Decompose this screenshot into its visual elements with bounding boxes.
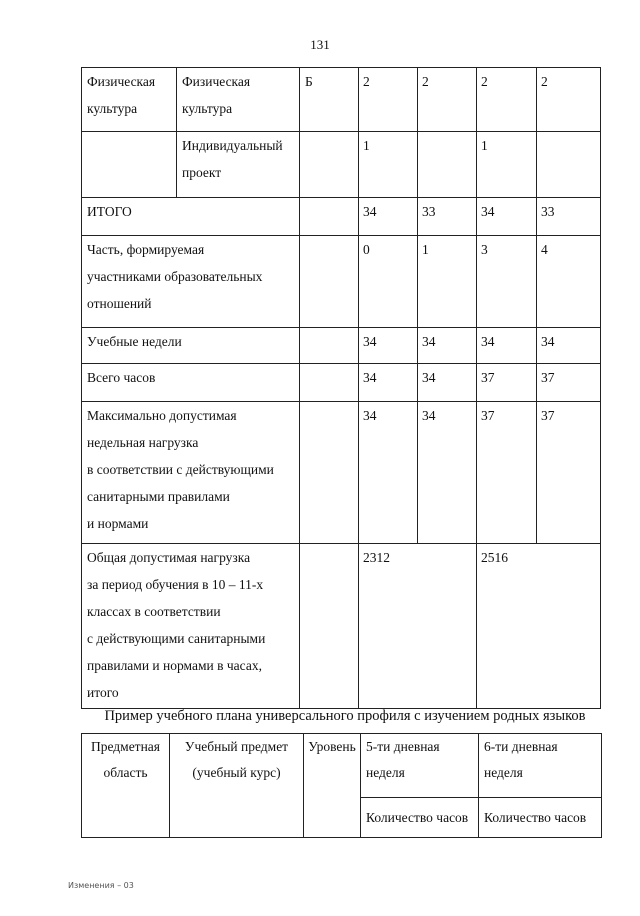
table-row	[82, 68, 601, 132]
hours-cell: 37	[477, 364, 537, 402]
hours-cell: 34	[477, 198, 537, 236]
hours-cell: 1	[418, 236, 477, 328]
table-row	[82, 328, 601, 364]
hours-cell: 2	[477, 68, 537, 132]
level-cell	[300, 364, 359, 402]
table-caption: Пример учебного плана универсального профиля с изучением родных языков	[104, 708, 586, 724]
table-row	[82, 132, 601, 198]
hours-cell: 34	[359, 328, 418, 364]
row-label-cell: Учебные недели	[82, 328, 300, 364]
header-cell-5-day-week: 5-ти дневная неделя	[361, 734, 479, 798]
total-hours-cell: 2516	[477, 544, 601, 709]
hours-cell: 34	[359, 402, 418, 544]
row-label-cell: Общая допустимая нагрузка за период обучения в 10 – 11-х классах в соответствии с действующими санитарными правилами и нормами в часах, итого	[82, 544, 300, 709]
subject-cell: Физическая культура	[177, 68, 300, 132]
hours-cell: 37	[477, 402, 537, 544]
level-cell	[300, 236, 359, 328]
hours-cell: 2	[359, 68, 418, 132]
total-hours-cell: 2312	[359, 544, 477, 709]
hours-cell: 34	[359, 198, 418, 236]
subject-area-cell: Физическая культура	[82, 68, 177, 132]
header-cell-hours-6: Количество часов	[479, 798, 602, 838]
hours-cell: 3	[477, 236, 537, 328]
level-cell	[300, 198, 359, 236]
page-number: 131	[310, 37, 330, 52]
table-row	[82, 364, 601, 402]
hours-cell: 34	[418, 328, 477, 364]
row-label-cell: Максимально допустимая недельная нагрузка в соответствии с действующими санитарными правилами и нормами	[82, 402, 300, 544]
hours-cell: 34	[477, 328, 537, 364]
hours-cell: 1	[477, 132, 537, 198]
level-cell	[300, 402, 359, 544]
table-row	[82, 402, 601, 544]
hours-cell: 34	[537, 328, 601, 364]
level-cell	[300, 132, 359, 198]
table-row	[82, 734, 602, 798]
header-cell-level: Уровень	[304, 734, 361, 838]
table-row	[82, 236, 601, 328]
row-label-cell: Всего часов	[82, 364, 300, 402]
hours-cell	[418, 132, 477, 198]
header-cell-area: Предметная область	[82, 734, 170, 838]
row-label-cell: Часть, формируемая участниками образовательных отношений	[82, 236, 300, 328]
level-cell	[300, 544, 359, 709]
hours-cell: 34	[359, 364, 418, 402]
hours-cell: 33	[418, 198, 477, 236]
subject-area-cell	[82, 132, 177, 198]
header-cell-6-day-week: 6-ти дневная неделя	[479, 734, 602, 798]
hours-cell: 37	[537, 402, 601, 544]
hours-cell	[537, 132, 601, 198]
subject-cell: Индивидуальный проект	[177, 132, 300, 198]
hours-cell: 33	[537, 198, 601, 236]
hours-cell: 2	[418, 68, 477, 132]
hours-cell: 1	[359, 132, 418, 198]
hours-cell: 0	[359, 236, 418, 328]
curriculum-table	[81, 67, 601, 709]
hours-cell: 34	[418, 364, 477, 402]
level-cell	[300, 328, 359, 364]
table-row	[82, 198, 601, 236]
header-cell-subject: Учебный предмет (учебный курс)	[170, 734, 304, 838]
row-label-cell: ИТОГО	[82, 198, 300, 236]
hours-cell: 2	[537, 68, 601, 132]
plan-header-table	[81, 733, 602, 838]
hours-cell: 4	[537, 236, 601, 328]
header-cell-hours-5: Количество часов	[361, 798, 479, 838]
hours-cell: 34	[418, 402, 477, 544]
footer-revision: Изменения – 03	[68, 881, 134, 890]
level-cell: Б	[300, 68, 359, 132]
hours-cell: 37	[537, 364, 601, 402]
table-row	[82, 544, 601, 709]
